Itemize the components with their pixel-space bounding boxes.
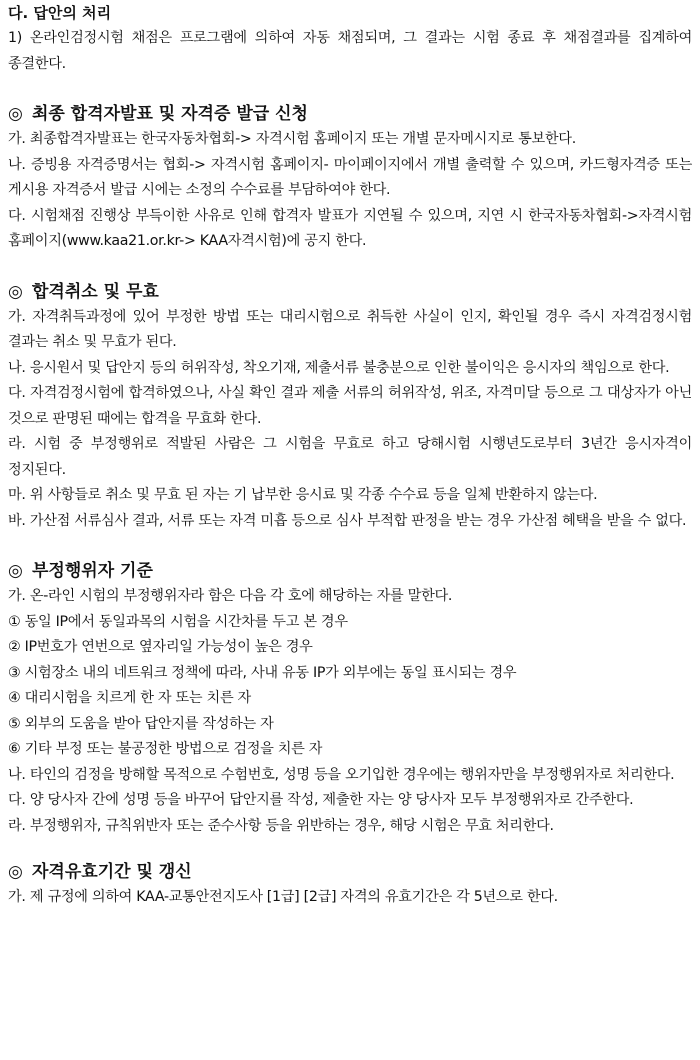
paragraph: 가. 제 규정에 의하여 KAA-교통안전지도사 [1급] [2급] 자격의 유효기간은 각 5년으로 한다. xyxy=(8,889,558,905)
paragraph: 나. 응시원서 및 답안지 등의 허위작성, 착오기재, 제출서류 불충분으로 인한 불이익은 응시자의 책임으로 한다. xyxy=(8,359,670,376)
double-circle-icon: ◎ xyxy=(8,561,23,581)
list-item: ① 동일 IP에서 동일과목의 시험을 시간차를 두고 본 경우 xyxy=(8,613,348,630)
paragraph: 다. 자격검정시험에 합격하였으나, 사실 확인 결과 제출 서류의 허위작성, 위조, 자격미달 등으로 그 대상자가 아닌 것으로 판명된 때에는 합격을 무효화 한다. xyxy=(8,385,692,427)
list-item: ③ 시험장소 내의 네트워크 정책에 따라, 사내 유동 IP가 외부에는 동일 표시되는 경우 xyxy=(8,664,517,681)
section-cheating-criteria xyxy=(8,558,692,839)
answer-processing-block xyxy=(8,0,692,77)
section-title: 자격유효기간 및 갱신 xyxy=(32,862,192,882)
paragraph: 라. 시험 중 부정행위로 적발된 사람은 그 시험을 무효로 하고 당해시험 시행년도로부터 3년간 응시자격이 정지된다. xyxy=(8,436,692,478)
double-circle-icon: ◎ xyxy=(8,862,23,882)
paragraph: 다. 양 당사자 간에 성명 등을 바꾸어 답안지를 작성, 제출한 자는 양 당사자 모두 부정행위자로 간주한다. xyxy=(8,792,634,808)
double-circle-icon: ◎ xyxy=(8,281,23,302)
list-item: ② IP번호가 연번으로 옆자리일 가능성이 높은 경우 xyxy=(8,639,313,655)
section-heading xyxy=(8,101,692,127)
section-heading xyxy=(8,558,692,584)
paragraph: 가. 온-라인 시험의 부정행위자라 함은 다음 각 호에 해당하는 자를 말한다. xyxy=(8,588,453,604)
section-heading xyxy=(8,859,692,885)
list-item: ⑥ 기타 부정 또는 불공정한 방법으로 검정을 치른 자 xyxy=(8,741,323,757)
list-item: ⑤ 외부의 도움을 받아 답안지를 작성하는 자 xyxy=(8,715,274,732)
section-heading xyxy=(8,279,692,305)
paragraph: 바. 가산점 서류심사 결과, 서류 또는 자격 미흡 등으로 심사 부적합 판정을 받는 경우 가산점 혜택을 받을 수 없다. xyxy=(8,512,687,529)
answer-processing-paragraph: 1) 온라인검정시험 채점은 프로그램에 의하여 자동 채점되며, 그 결과는 시험 종료 후 채점결과를 집계하여 종결한다. xyxy=(8,30,692,72)
answer-processing-heading: 다. 답안의 처리 xyxy=(8,4,112,22)
double-circle-icon: ◎ xyxy=(8,104,23,124)
paragraph: 나. 타인의 검정을 방해할 목적으로 수험번호, 성명 등을 오기입한 경우에는 행위자만을 부정행위자로 처리한다. xyxy=(8,766,675,783)
section-cancellation xyxy=(8,279,692,535)
paragraph: 마. 위 사항들로 취소 및 무효 된 자는 기 납부한 응시료 및 각종 수수료 등을 일체 반환하지 않는다. xyxy=(8,487,598,503)
section-title: 합격취소 및 무효 xyxy=(32,281,159,302)
list-item: ④ 대리시험을 치르게 한 자 또는 치른 자 xyxy=(8,690,251,706)
section-title: 부정행위자 기준 xyxy=(32,561,153,581)
section-validity-period xyxy=(8,859,692,911)
paragraph: 다. 시험채점 진행상 부득이한 사유로 인해 합격자 발표가 지연될 수 있으며, 지연 시 한국자동차협회->자격시험 홈페이지(www.kaa21.or.kr-> KAA자격시험)에 공지 한다. xyxy=(8,207,692,249)
paragraph: 나. 증빙용 자격증명서는 협회-> 자격시험 홈페이지- 마이페이지에서 개별 출력할 수 있으며, 카드형자격증 또는 게시용 자격증서 발급 시에는 소정의 수수료를 부담하여야 한다. xyxy=(8,156,692,198)
section-final-results xyxy=(8,101,692,255)
paragraph: 가. 자격취득과정에 있어 부정한 방법 또는 대리시험으로 취득한 사실이 인지, 확인될 경우 즉시 자격검정시험 결과는 취소 및 무효가 된다. xyxy=(8,308,692,350)
section-title: 최종 합격자발표 및 자격증 발급 신청 xyxy=(32,104,308,124)
paragraph: 라. 부정행위자, 규칙위반자 또는 준수사항 등을 위반하는 경우, 해당 시험은 무효 처리한다. xyxy=(8,817,554,834)
paragraph: 가. 최종합격자발표는 한국자동차협회-> 자격시험 홈페이지 또는 개별 문자메시지로 통보한다. xyxy=(8,131,576,147)
